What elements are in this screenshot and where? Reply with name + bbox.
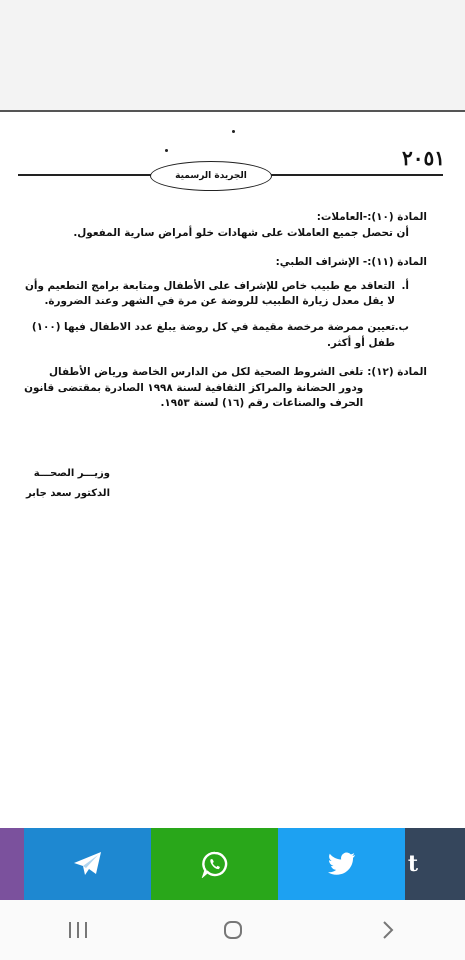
item-text: التعاقد مع طبيب خاص للإشراف على الأطفال ومتابعة برامج التطعيم وأن لا يقل معدل زيارة الطبيب للروضة عن مرة في الشهر وعند الضرورة. [25, 279, 395, 308]
recent-apps-icon [67, 920, 89, 940]
article-10 [22, 210, 427, 241]
item-text: تعيين ممرضة مرخصة مقيمة في كل روضة يبلغ عدد الاطفال فيها (١٠٠) طفل أو أكثر. [31, 321, 395, 349]
back-button[interactable] [358, 910, 418, 950]
home-icon [222, 919, 244, 941]
viber-share-button[interactable] [0, 828, 24, 900]
recent-apps-button[interactable] [48, 910, 108, 950]
article-10-label: المادة (١٠):-العاملات: [316, 211, 427, 223]
article-12 [22, 365, 427, 412]
top-divider [0, 110, 465, 112]
tumblr-share-button[interactable] [405, 828, 465, 900]
list-item [22, 279, 409, 310]
minister-name: الدكتور سعد جابر [25, 488, 110, 499]
system-nav-bar [0, 900, 465, 960]
telegram-icon [73, 851, 103, 877]
whatsapp-share-button[interactable] [151, 828, 278, 900]
signature-block [18, 464, 110, 504]
tumblr-icon: t [407, 851, 419, 877]
item-letter: أ. [401, 279, 409, 292]
top-gray-area [0, 0, 465, 110]
article-11-items [22, 279, 427, 351]
minister-title: وزيـــر الصحـــة [33, 468, 110, 479]
list-item [22, 320, 409, 351]
article-12-text: تلغى الشروط الصحية لكل من الدارس الخاصة ورياض الأطفال ودور الحضانة والمراكز الثقافية لسنة ١٩٩٨ الصادرة بمقتضى قانون الحرف والصناعات رقم (١٦) لسنة ١٩٥٣. [24, 366, 364, 410]
article-11-label: المادة (١١):- الإشراف الطبي: [275, 256, 427, 269]
telegram-share-button[interactable] [24, 828, 151, 900]
twitter-share-button[interactable] [278, 828, 405, 900]
article-12-label: المادة (١٢): [367, 366, 427, 379]
speck [232, 130, 235, 133]
home-button[interactable] [203, 910, 263, 950]
article-10-text: أن تحصل جميع العاملات على شهادات خلو أمراض سارية المفعول. [73, 226, 409, 239]
item-letter: ب. [394, 321, 409, 334]
speck [165, 149, 168, 152]
gazette-title: الجريدة الرسمية [175, 171, 247, 181]
document-body [22, 210, 427, 426]
twitter-icon [328, 852, 356, 876]
chevron-right-icon [380, 919, 396, 941]
page-number: ٢٠٥١ [402, 146, 445, 170]
whatsapp-icon [201, 850, 229, 878]
article-11 [22, 255, 427, 351]
share-bar [0, 828, 465, 900]
gazette-title-oval [150, 161, 272, 191]
